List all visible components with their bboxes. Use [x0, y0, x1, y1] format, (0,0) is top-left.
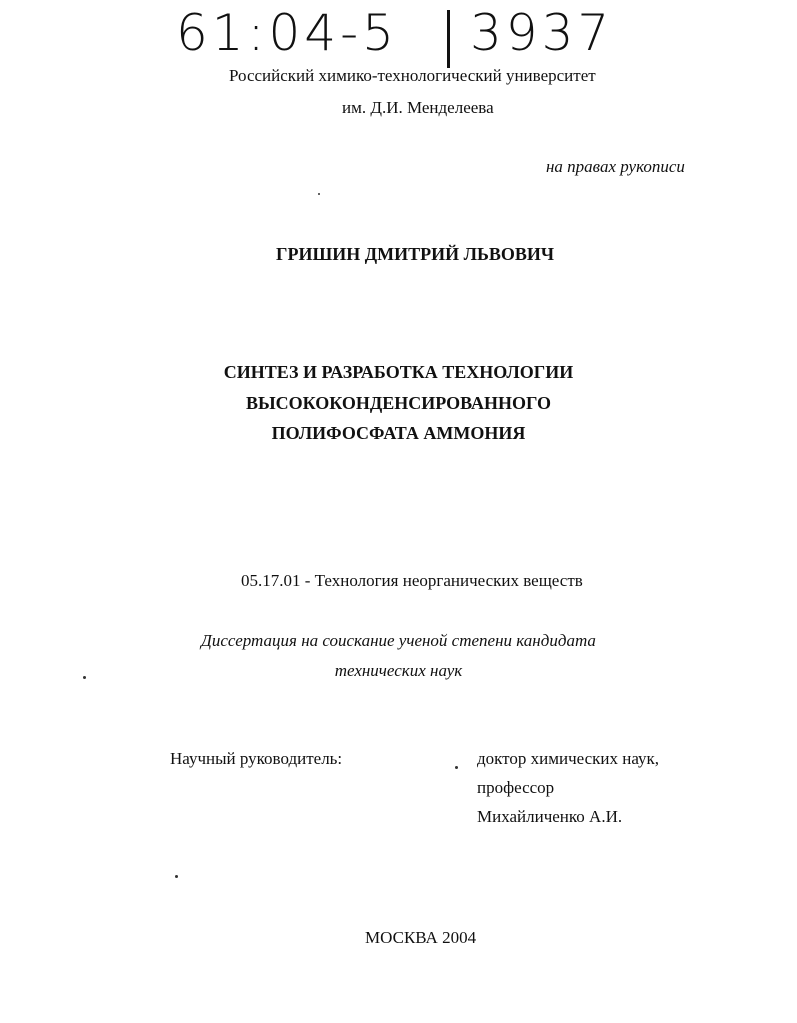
- degree-line-1: Диссертация на соискание ученой степени кандидата: [201, 631, 596, 650]
- scan-speck: [83, 676, 86, 679]
- scan-speck: [175, 875, 178, 878]
- university-name: Российский химико-технологический университет: [229, 66, 596, 85]
- archive-number-right: 3937: [470, 4, 614, 62]
- author-name: ГРИШИН ДМИТРИЙ ЛЬВОВИЧ: [276, 244, 555, 264]
- scan-speck: [318, 193, 320, 195]
- university-named-after: им. Д.И. Менделеева: [342, 98, 494, 117]
- title-line-2: ВЫСОКОКОНДЕНСИРОВАННОГО: [245, 393, 552, 413]
- supervisor-title: профессор: [477, 778, 555, 797]
- supervisor-name: Михайличенко А.И.: [477, 807, 623, 826]
- degree-line-2: технических наук: [334, 661, 463, 680]
- archive-divider: [447, 10, 450, 68]
- supervisor-degree: доктор химических наук,: [477, 749, 660, 768]
- archive-number-left: 61:04-5: [176, 4, 398, 62]
- supervisor-label: Научный руководитель:: [170, 749, 343, 768]
- scan-speck: [455, 766, 458, 769]
- title-line-1: СИНТЕЗ И РАЗРАБОТКА ТЕХНОЛОГИИ: [223, 362, 574, 382]
- rights-note: на правах рукописи: [546, 157, 685, 176]
- title-line-3: ПОЛИФОСФАТА АММОНИЯ: [271, 423, 526, 443]
- city-year: МОСКВА 2004: [365, 928, 477, 947]
- specialty: 05.17.01 - Технология неорганических веществ: [241, 571, 583, 590]
